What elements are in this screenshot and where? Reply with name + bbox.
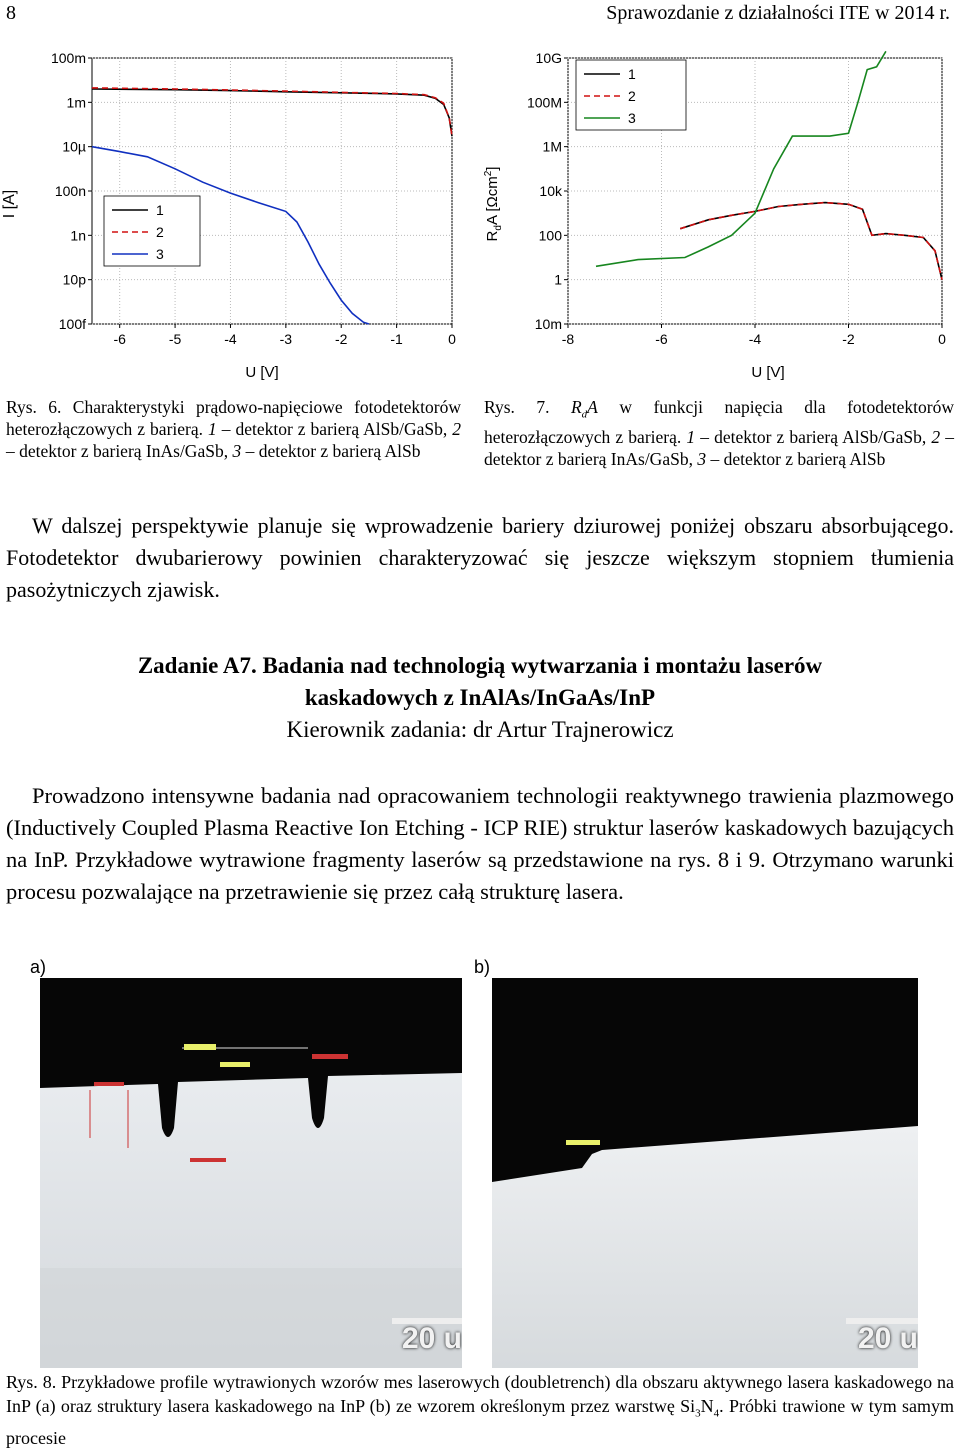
rda-chart-svg <box>482 44 960 384</box>
x-tick-label: 0 <box>938 331 946 347</box>
x-tick-label: -8 <box>561 331 575 347</box>
caption-text: Rys. 8. Przykładowe profile wytrawionych wzorów mes laserowych (doubletrench) dla obszaru aktywnego lasera kaskadowego na InP (a) oraz struktury lasera kaskadowego na InP (b) ze wzorem określonym przez warstwę Si <box>6 1372 954 1416</box>
y-tick-label: 1 <box>554 271 562 288</box>
caption-text: Rys. 6. Charakterystyki prądowo-napięciowe fotodetektorów heterozłączowych z barierą. <box>6 397 461 439</box>
caption-number: 3 <box>232 441 242 461</box>
caption-text: – detektor z barierą InAs/GaSb, <box>484 426 954 469</box>
figure-8b-label: b) <box>474 957 491 977</box>
caption-text: – detektor z barierą AlSb <box>241 441 421 461</box>
caption-text: – detektor z barierą AlSb <box>706 448 886 469</box>
scale-bar-label-b: 20 u <box>857 1322 918 1355</box>
figure-6-chart <box>0 44 470 384</box>
y-tick-label: 10m <box>534 316 562 332</box>
y-tick-label: 10G <box>535 50 562 66</box>
caption-subscript: 4 <box>713 1407 720 1420</box>
y-tick-label: 1M <box>542 138 562 155</box>
x-tick-label: -2 <box>335 331 348 347</box>
y-tick-label: 1m <box>66 94 86 111</box>
task-title-line2: kaskadowych z InAlAs/InGaAs/InP <box>304 685 656 710</box>
caption-number: 2 <box>452 419 461 439</box>
y-tick-label: 10k <box>539 183 562 199</box>
y-tick-label: 10µ <box>62 138 86 155</box>
x-tick-label: -5 <box>168 331 182 347</box>
x-tick-label: -3 <box>279 331 293 347</box>
figure-8-caption <box>6 1370 954 1450</box>
x-tick-label: -4 <box>224 331 237 347</box>
caption-text: – detektor z barierą InAs/GaSb, <box>6 441 233 461</box>
y-tick-label: 100f <box>58 316 86 332</box>
scale-bar-label-a: 20 u <box>401 1322 462 1355</box>
y-tick-label: 100n <box>54 183 86 199</box>
x-tick-label: -6 <box>113 331 126 347</box>
legend-label: 2 <box>156 224 164 240</box>
x-tick-label: -4 <box>748 331 762 347</box>
caption-number: 1 <box>686 426 696 447</box>
chart-ylabel-rda: $R_dA$ [Ωcm$^2$] <box>483 166 504 242</box>
caption-symbol: A <box>587 397 598 417</box>
legend-label: 1 <box>156 202 164 218</box>
caption-text: Rys. 7. <box>484 397 571 417</box>
caption-number: 3 <box>697 448 707 469</box>
page-number: 8 <box>6 2 16 24</box>
micrograph-b <box>492 978 918 1368</box>
chart-xlabel: U [V] <box>751 364 785 381</box>
legend-label: 3 <box>156 246 164 262</box>
y-tick-label: 100 <box>538 227 562 244</box>
figure-6-caption <box>6 396 461 462</box>
y-tick-label: 1n <box>70 227 86 244</box>
legend-label: 1 <box>628 66 636 82</box>
figure-8a-label: a) <box>30 957 47 977</box>
body-paragraph-2: Prowadzono intensywne badania nad opracowaniem technologii reaktywnego trawienia plazmowego (Inductively Coupled Plasma Reactive Ion Etching - ICP RIE) struktur laserów kaskadowych bazujących na InP. Przykładowe wytrawione fragmenty laserów są przedstawione na rys. 8 i 9. Otrzymano warunki procesu pozwalające na przetrawienie się przez całą strukturę lasera. <box>6 783 954 904</box>
caption-number: 1 <box>208 419 217 439</box>
figure-7-caption <box>484 396 954 470</box>
legend-box <box>104 196 200 266</box>
caption-text: – detektor z barierą AlSb/GaSb, <box>695 426 932 447</box>
running-title: Sprawozdanie z działalności ITE w 2014 r. <box>606 2 950 24</box>
y-tick-label: 100m <box>50 50 86 66</box>
iv-chart-svg <box>0 44 470 384</box>
caption-number: 2 <box>931 426 941 447</box>
chart-ylabel: I [A] <box>1 189 18 219</box>
caption-text: w funkcji napięcia dla fotodetektorów heterozłączowych z barierą. <box>484 397 954 447</box>
caption-subscript: 3 <box>695 1407 701 1420</box>
task-title-line1: Zadanie A7. Badania nad technologią wytwarzania i montażu laserów <box>137 653 823 678</box>
micrograph-a <box>40 978 462 1368</box>
x-tick-label: -1 <box>390 331 403 347</box>
caption-text: N <box>700 1396 714 1416</box>
figure-8b-photo <box>492 978 918 1368</box>
caption-text: – detektor z barierą AlSb/GaSb, <box>216 419 453 439</box>
figure-7-chart <box>482 44 960 384</box>
legend-label: 2 <box>628 88 636 104</box>
chart-xlabel: U [V] <box>245 364 279 381</box>
x-tick-label: -6 <box>655 331 668 347</box>
figure-8a-photo <box>40 978 462 1368</box>
caption-subscript: d <box>581 408 588 421</box>
x-tick-label: 0 <box>448 331 456 347</box>
y-tick-label: 10p <box>62 271 86 288</box>
legend-label: 3 <box>628 110 636 126</box>
task-manager: Kierownik zadania: dr Artur Trajnerowicz <box>286 717 674 742</box>
caption-symbol: R <box>570 397 582 417</box>
task-title <box>0 650 960 746</box>
x-tick-label: -2 <box>842 331 855 347</box>
caption-text: . Próbki trawione w tym samym procesie <box>6 1396 954 1448</box>
y-tick-label: 100M <box>526 94 562 111</box>
body-paragraph-1: W dalszej perspektywie planuje się wprowadzenie bariery dziurowej poniżej obszaru absorbującego. Fotodetektor dwubarierowy powinien charakteryzować się jeszcze większym stopniem tłumienia pasożytniczych zjawisk. <box>6 513 954 602</box>
